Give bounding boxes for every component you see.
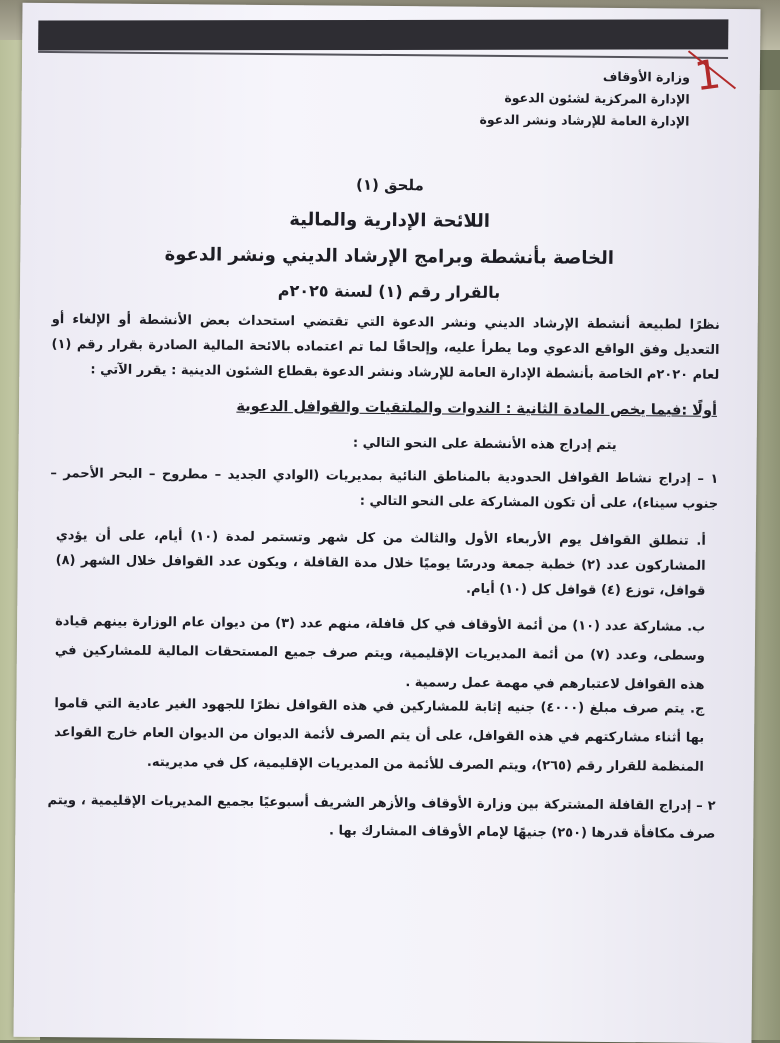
item-1-border-convoys: ١ – إدراج نشاط القوافل الحدودية بالمناطق النائية بمديريات (الوادي الجديد – مطروح – البحر الأحمر – جنوب سيناء)، على أن تكون المشاركة على النحو التالي : — [50, 466, 719, 512]
annex-title: ملحق (١) — [355, 175, 424, 195]
intro-paragraph: نظرًا لطبيعة أنشطة الإرشاد الديني ونشر الدعوة التي تقتضي استحداث بعض الأنشطة أو الإلغاء أو التعديل وفق الواقع الدعوي وما يطرأ عليه، وإلحاقًا لما تم اعتماده بالائحة المالية الصادرة بقرار رقم (١) لعام ٢٠٢٠م الخاصة بأنشطة الإدارة العامة للإرشاد ونشر الدعوة بقطاع الشئون الدينية : يقرر الآتي : — [51, 312, 720, 383]
letterhead-ministry: وزارة الأوقاف — [602, 68, 690, 85]
letterhead-general-admin: الإدارة العامة للإرشاد ونشر الدعوة — [479, 111, 690, 129]
handwritten-page-mark: 1 — [691, 51, 723, 101]
section-one-title: أولًا :فيما يخص المادة الثانية : الندوات والملتقيات والقوافل الدعوية — [236, 398, 718, 419]
document-body — [14, 3, 761, 1043]
item-1-clause-c: ج. يتم صرف مبلغ (٤٠٠٠) جنيه إثابة للمشاركين في هذه القوافل نظرًا للجهود الغير عادية التي قاموا بها أثناء مشاركتهم في هذه القوافل، على أن يتم الصرف لأئمة الديوان من الديوان العام خارج القواعد المنظمة للقرار رقم (٢٦٥)، ويتم الصرف للأئمة من المديريات الإقليمية، كل في مديريته. — [54, 696, 705, 775]
item-1-clause-b: ب. مشاركة عدد (١٠) من أئمة الأوقاف في كل قافلة، منهم عدد (٣) من ديوان عام الوزارة بينهم قيادة وسطى، وعدد (٧) من أئمة المديريات الإقليمية، ويتم صرف جميع المستحقات المالية للمشاركين في هذه القوافل لاعتبارهم في مهمة عمل رسمية . — [54, 614, 706, 693]
item-2-joint-convoy: ٢ – إدراج القافلة المشتركة بين وزارة الأوقاف والأزهر الشريف أسبوعيًا بجميع المديريات الإقليمية ، ويتم صرف مكافأة قدرها (٢٥٠) جنيهًا لإمام الأوقاف المشارك بها . — [47, 793, 716, 842]
regulation-title: اللائحة الإدارية والمالية — [289, 209, 491, 232]
letterhead-central-admin: الإدارة المركزية لشئون الدعوة — [504, 90, 690, 107]
document-sheet — [14, 3, 761, 1043]
decree-reference: بالقرار رقم (١) لسنة ٢٠٢٥م — [277, 281, 501, 302]
regulation-subtitle: الخاصة بأنشطة وبرامج الإرشاد الديني ونشر الدعوة — [164, 244, 615, 269]
letterhead — [429, 64, 690, 132]
item-1-clause-a: أ. تنطلق القوافل يوم الأربعاء الأول والثالث من كل شهر وتستمر لمدة (١٠) أيام، على أن يؤدي المشاركون عدد (٢) خطبة جمعة ودرسًا يوميًا خلال مدة القافلة ، ويكون عدد القوافل خلال الشهر (٨) قوافل، توزع (٤) قوافل كل (١٠) أيام. — [55, 528, 706, 599]
section-lead: يتم إدراج هذه الأنشطة على النحو التالي : — [352, 435, 617, 454]
